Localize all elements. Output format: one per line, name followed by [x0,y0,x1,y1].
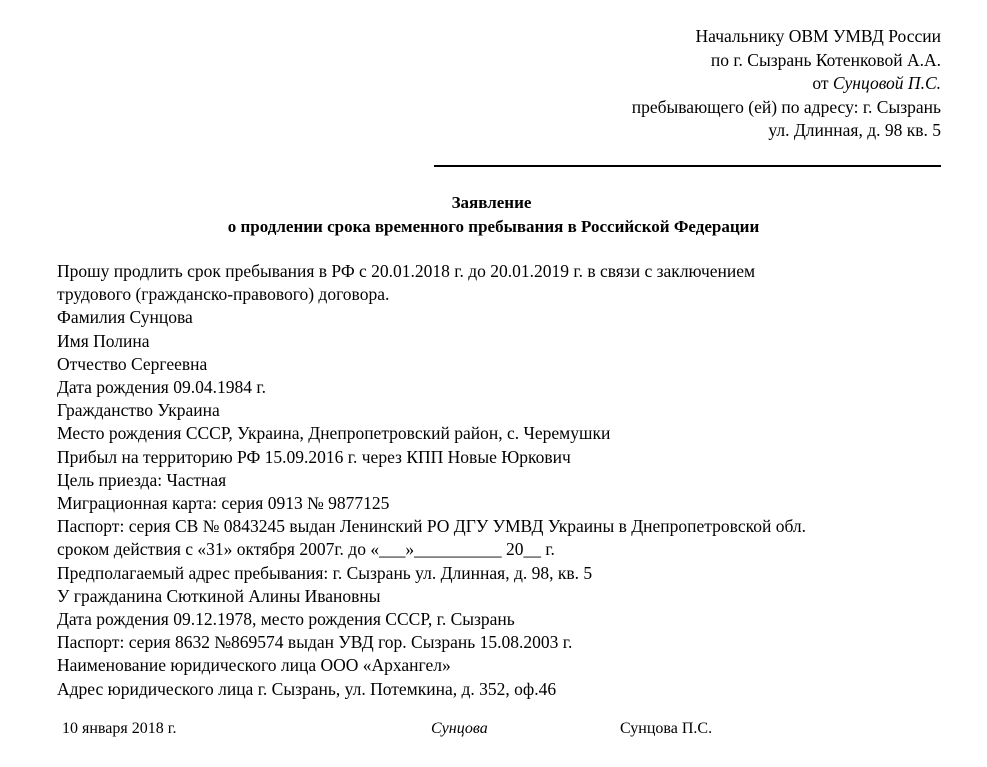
header-divider [434,165,941,167]
title-line-1: Заявление [451,193,532,212]
body-line: Паспорт: серия СВ № 0843245 выдан Ленинский РО ДГУ УМВД Украины в Днепропетровской обл. [57,516,807,537]
body-line: Миграционная карта: серия 0913 № 9877125 [57,493,390,514]
body-line: Наименование юридического лица ООО «Архангел» [57,655,451,676]
body-line: Отчество Сергеевна [57,353,208,374]
body-line: Имя Полина [57,330,150,351]
body-line: трудового (гражданско-правового) договора. [57,284,390,305]
body-line: Адрес юридического лица г. Сызрань, ул. Потемкина, д. 352, оф.46 [57,678,557,699]
addressee-block [430,25,941,143]
body-line: Прибыл на территорию РФ 15.09.2016 г. через КПП Новые Юркович [57,446,571,467]
addressee-line-2: по г. Сызрань Котенковой А.А. [710,49,941,70]
sender-address-line-1: пребывающего (ей) по адресу: г. Сызрань [631,96,941,117]
sender-address-line-2: ул. Длинная, д. 98 кв. 5 [768,120,941,140]
handwritten-signature: Сунцова [431,720,488,737]
body-line: Гражданство Украина [57,400,220,421]
body-line: Цель приезда: Частная [57,469,227,490]
addressee-line-1: Начальнику ОВМ УМВД России [695,26,941,46]
body-line: У гражданина Сюткиной Алины Ивановны [57,585,381,606]
body-line: Дата рождения 09.12.1978, место рождения СССР, г. Сызрань [57,609,515,630]
body-line: Дата рождения 09.04.1984 г. [57,377,266,398]
body-line: Предполагаемый адрес пребывания: г. Сызрань ул. Длинная, д. 98, кв. 5 [57,562,593,583]
body-line: Прошу продлить срок пребывания в РФ с 20.01.2018 г. до 20.01.2019 г. в связи с заключением [57,261,756,281]
body-line: сроком действия с «31» октября 2007г. до «___»__________ 20__ г. [57,539,555,560]
body-line: Место рождения СССР, Украина, Днепропетровский район, с. Черемушки [57,423,611,444]
document-title [0,191,987,239]
body-line: Паспорт: серия 8632 №869574 выдан УВД гор. Сызрань 15.08.2003 г. [57,632,573,653]
application-body [57,260,957,701]
sender-line [430,72,941,96]
sender-prefix: от [812,73,833,93]
body-line: Фамилия Сунцова [57,307,193,328]
signer-name: Сунцова П.С. [620,720,713,737]
document-date: 10 января 2018 г. [62,720,177,737]
signature-row [0,718,987,742]
sender-name: Сунцовой П.С. [832,73,941,93]
title-line-2: о продлении срока временного пребывания в Российской Федерации [227,217,760,236]
